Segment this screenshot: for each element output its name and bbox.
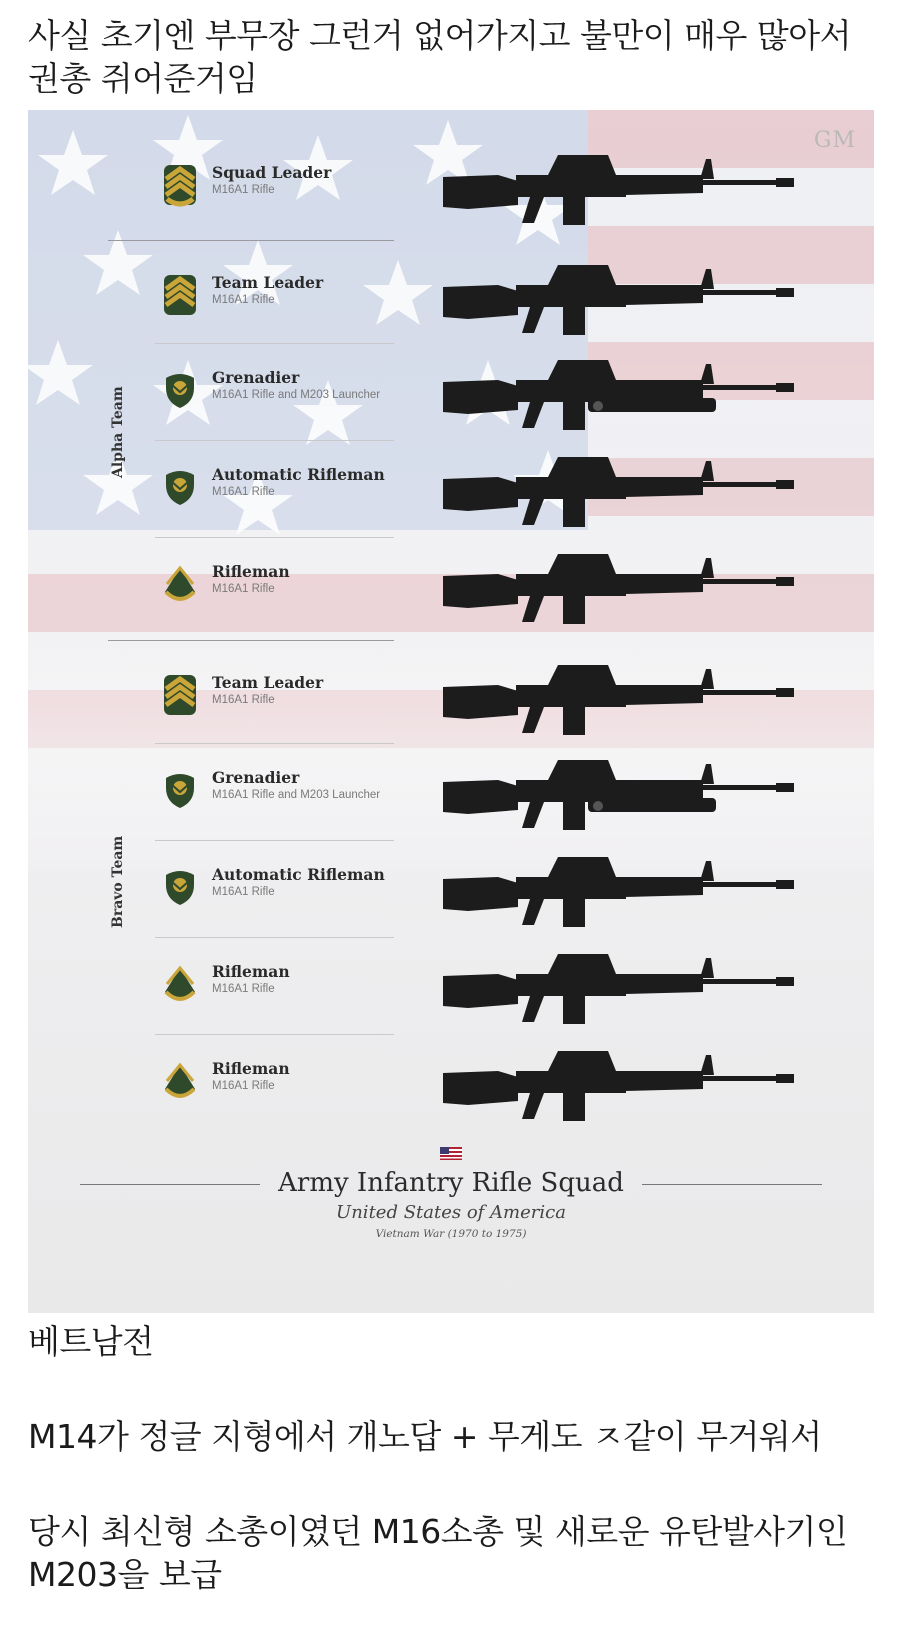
private-first-class-insignia-icon xyxy=(163,962,197,1006)
role-weapon: M16A1 Rifle xyxy=(212,1080,275,1092)
m16a1-rifle-icon xyxy=(438,257,828,345)
role-weapon: M16A1 Rifle xyxy=(212,886,275,898)
squad-role-row xyxy=(28,350,874,440)
role-title: Grenadier xyxy=(212,368,300,387)
staff-sergeant-insignia-icon xyxy=(163,163,197,207)
role-title: Rifleman xyxy=(212,962,290,981)
squad-role-row xyxy=(28,655,874,745)
private-first-class-insignia-icon xyxy=(163,562,197,606)
specialist-insignia-icon xyxy=(163,865,197,909)
specialist-insignia-icon xyxy=(163,368,197,412)
m16a1-rifle-icon xyxy=(438,657,828,745)
role-weapon: M16A1 Rifle xyxy=(212,486,275,498)
post-paragraph: M14가 정글 지형에서 개노답 + 무게도 ㅈ같이 무거워서 xyxy=(28,1417,822,1456)
infographic-era: Vietnam War (1970 to 1975) xyxy=(375,1228,527,1240)
m16a1-m203-rifle-icon xyxy=(438,352,828,440)
squad-role-row xyxy=(28,1041,874,1131)
row-divider xyxy=(155,537,394,538)
bravo-team-label: Bravo Team xyxy=(110,835,126,928)
team-divider xyxy=(108,640,394,641)
alpha-team-label: Alpha Team xyxy=(110,386,126,478)
squad-role-row xyxy=(28,750,874,840)
role-weapon: M16A1 Rifle and M203 Launcher xyxy=(212,389,381,401)
role-title: Rifleman xyxy=(212,562,290,581)
watermark-logo: GM xyxy=(813,128,856,153)
role-weapon: M16A1 Rifle xyxy=(212,694,275,706)
specialist-insignia-icon xyxy=(163,768,197,812)
post-intro-text: 사실 초기엔 부무장 그런거 없어가지고 불만이 매우 많아서 권총 쥐어준거임 xyxy=(28,16,851,98)
post-paragraph: 베트남전 xyxy=(28,1322,154,1361)
role-title: Grenadier xyxy=(212,768,300,787)
row-divider xyxy=(155,840,394,841)
squad-infographic-image xyxy=(28,110,874,1313)
infographic-subtitle: United States of America xyxy=(336,1202,566,1223)
squad-role-row xyxy=(28,835,874,937)
squad-role-row xyxy=(28,544,874,634)
m16a1-rifle-icon xyxy=(438,1043,828,1131)
role-weapon: M16A1 Rifle xyxy=(212,983,275,995)
role-title: Rifleman xyxy=(212,1059,290,1078)
role-weapon: M16A1 Rifle xyxy=(212,294,275,306)
m16a1-m203-rifle-icon xyxy=(438,752,828,840)
squad-leader-divider xyxy=(108,240,394,241)
sergeant-insignia-icon xyxy=(163,673,197,717)
us-flag-icon xyxy=(440,1147,462,1160)
post-paragraph: 당시 최신형 소총이였던 M16소총 및 새로운 유탄발사기인 M203을 보급 xyxy=(28,1512,848,1594)
role-weapon: M16A1 Rifle xyxy=(212,583,275,595)
row-divider xyxy=(155,937,394,938)
m16a1-rifle-icon xyxy=(438,546,828,634)
m16a1-rifle-icon xyxy=(438,449,828,537)
specialist-insignia-icon xyxy=(163,465,197,509)
row-divider xyxy=(155,440,394,441)
sergeant-insignia-icon xyxy=(163,273,197,317)
m16a1-rifle-icon xyxy=(438,849,828,937)
squad-role-row xyxy=(28,447,874,537)
m16a1-rifle-icon xyxy=(438,147,828,235)
role-title: Team Leader xyxy=(212,273,324,292)
row-divider xyxy=(155,1034,394,1035)
squad-role-row xyxy=(28,944,874,1034)
private-first-class-insignia-icon xyxy=(163,1059,197,1103)
squad-role-row xyxy=(28,255,874,345)
m16a1-rifle-icon xyxy=(438,946,828,1034)
role-title: Team Leader xyxy=(212,673,324,692)
role-title: Automatic Rifleman xyxy=(212,465,385,484)
squad-role-row xyxy=(28,145,874,235)
role-title: Squad Leader xyxy=(212,163,332,182)
role-weapon: M16A1 Rifle xyxy=(212,184,275,196)
infographic-title: Army Infantry Rifle Squad xyxy=(278,1168,624,1198)
role-weapon: M16A1 Rifle and M203 Launcher xyxy=(212,789,381,801)
role-title: Automatic Rifleman xyxy=(212,865,385,884)
